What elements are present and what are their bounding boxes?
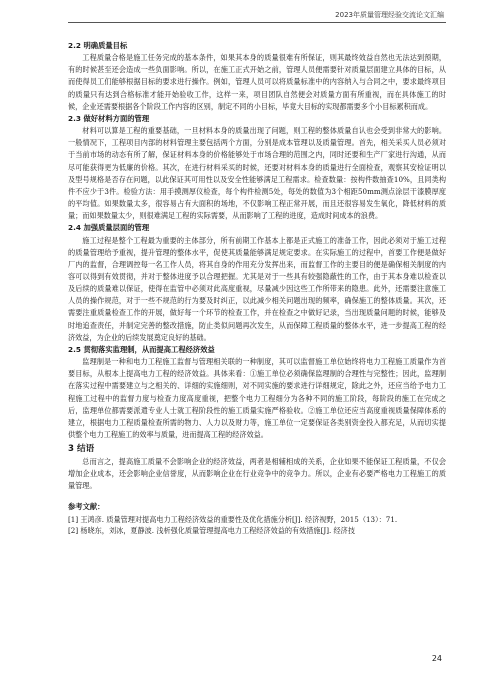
- conclusion-paragraph: 总而言之，提高施工质量不会影响企业的经济效益，两者是相辅相成的关系，企业如果不能保证工程质量，不仅会增加企业成本，还会影响企业信誉度，从而影响企业在行业竞争中的竞争力。所以，企业有必要严格电力工程施工的质量管理。: [68, 457, 446, 491]
- section-paragraph: 监理制是一种和电力工程施工监督与管理相关联的一种制度，其可以监督施工单位始终将电力工程施工质量作为首要目标，从根本上提高电力工程的经济效益。具体来看：①施工单位必须确保监理制的合理性与完整性；因此，监理制在落实过程中需要建立与之相关的、详细的实施细则，对不同实施的要求进行详细规定，除此之外，还应当给予电力工程施工过程中的监督力度与检查力度高度重视，把整个电力工程细分为各种不同的施工阶段，每阶段的施工在完成之后，监理单位都需要派遣专业人士就工程阶段性的施工质量实施严格验收。②施工单位还应当高度重视质量保障体系的建立，根据电力工程质量检查所需的物力、人力以及财力等，施工单位一定要保证各类别资金投入都充足，从而切实提供整个电力工程施工的效率与质量，进而提高工程的经济效益。: [68, 357, 446, 439]
- references-title: 参考文献：: [68, 501, 105, 511]
- section-heading-2-5: 2.5 贯彻落实监理制，从而提高工程经济效益: [68, 344, 215, 354]
- body-content: [68, 40, 446, 537]
- reference-item: [1] 王鸿彦. 质量管理对提高电力工程经济效益的重要性及优化措施分析[J]. 经济视野，2015（13）：71.: [68, 514, 398, 524]
- reference-item: [2] 杨晓东，刘冰，夏静波. 浅析强化质量管理提高电力工程经济效益的有效措施[J]. 经济技: [68, 526, 355, 536]
- section-paragraph: 施工过程是整个工程最为重要的主体部分，所有前期工作基本上都是正式施工的准备工作，因此必须对于施工过程的质量管理给予重视，提升管理的整体水平，促使其质量能够满足规定要求。在实际施工的过程中，首要工作便是做好厂内的监督，合理调控每一名工作人员，将其自身的作用充分发挥出来，而监督工作的主要目的便是确保相关制度的内容可以得到有效贯彻，并对于整体进度予以合理把握。尤其是对于一些具有较强隐蔽性的工作，由于其本身难以检查以及后续的质量难以保证，使得在监管中必须对此高度重视，尽量减少因这些工作所带来的隐患。此外，还需要注意施工人员的操作规范，对于一些不规范的行为要及时纠正，以此减少相关问题出现的频率，确保施工的整体质量。其次，还需要注重质量检查工作的开展，做好每一个环节的检查工作，并在检查之中做好记录，当出现质量问题的时候，能够及时地追查责任，并制定完善的整改措施，防止类似问题再次发生，从而保障工程质量的整体水平，进一步提高工程的经济效益，为企业的后续发展奠定良好的基础。: [68, 235, 446, 342]
- conclusion-heading: 3 结语: [68, 444, 95, 455]
- section-paragraph: 材料可以算是工程的重要基础，一旦材料本身的质量出现了问题，则工程的整体质量自认也会受到非常大的影响。一般情况下，工程项目内部的材料管理主要包括两个方面，分别是成本管理以及质量管理。首先，相关采买人员必须对于当前市场的动态有所了解，保证材料本身的价格能够处于市场合理的范围之内，同时还要和生产厂家进行沟通，从而尽可能获得更为低廉的价格。其次，在进行材料采买的时候，还要对材料本身的质量进行全面检查，观察其安检证明以及型号规格是否存在问题，以此保证其可用性以及安全性能够满足工程需求。检查数量：按构件数抽查10%，且同类构件不应少于3件。检验方法：用手摸测厚仪检查，每个构件检测5处，每处的数值为3个相距50mm测点涂层干漆膜厚度的平均值。如果数量太多，很容易占有大面积的场地，不仅影响工程正常开展，而且还很容易发生氧化，降低材料的质量；而如果数量太少，则很难满足工程的实际需要，从而影响了工程的进度，造成时间成本的浪费。: [68, 126, 446, 221]
- section-heading-2-4: 2.4 加强质量层面的管理: [68, 223, 150, 233]
- page-number: 24: [431, 654, 442, 663]
- header-divider: [68, 22, 446, 23]
- section-heading-2-2: 2.2 明确质量目标: [68, 41, 128, 50]
- section-heading-2-3: 2.3 做好材料方面的管理: [68, 113, 150, 123]
- section-paragraph: 工程质量合格是施工任务完成的基本条件，如果其本身的质量很难有所保证，则其最终效益自然也无法达到预期，有的时候甚至还会造成一些负面影响。所以，在施工正式开始之前，管理人员便需要针对质量层面建立具体的目标，从而使得员工们能够根据目标的要求进行操作。例如，管理人员可以将质量标准中的内容纳入与合同之中，要求最终项目的质量只有达到合格标准才能开始验收工作，这样一来，项目团队自然便会对质量方面有所重视，而在具体施工的时候，企业还需要根据各个阶段工作内容的区别，制定不同的小目标，毕竟大目标的实现都需要多个小目标累积而成。: [68, 53, 446, 111]
- running-header: 2023年质量管理经验交流论文汇编: [335, 11, 444, 19]
